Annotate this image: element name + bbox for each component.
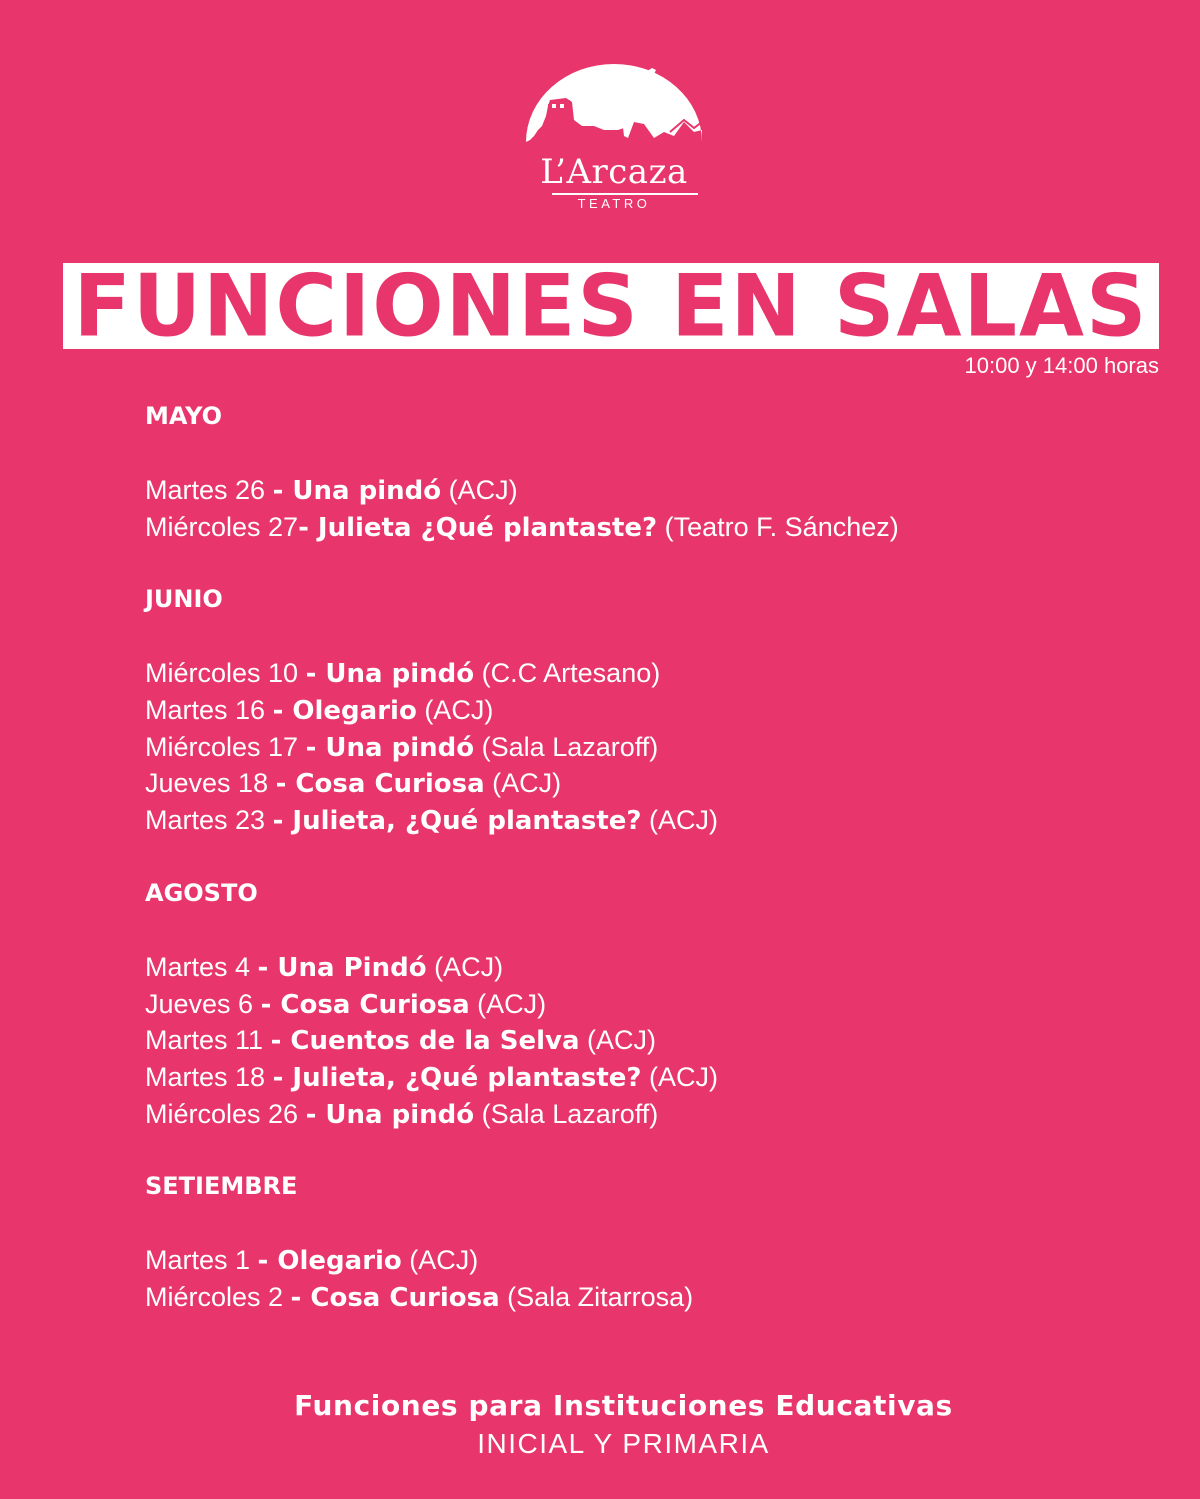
entry-venue: (ACJ) [441, 475, 518, 505]
entry-venue: (ACJ) [579, 1025, 657, 1056]
entry-day: Martes 4 [145, 951, 258, 982]
entry-show: - Cosa Curiosa [275, 769, 485, 800]
entry-show: - Olegario [257, 1246, 402, 1277]
entry-venue: (C.C Artesano) [474, 658, 661, 689]
entry-venue: (ACJ) [426, 951, 504, 982]
schedule-entry [145, 802, 1145, 839]
entry-venue: (Sala Lazaroff) [474, 731, 659, 762]
entry-day: Jueves 18 [145, 768, 276, 799]
schedule-entry [145, 1022, 1145, 1059]
entry-show: - Olegario [272, 696, 417, 727]
schedule-entry [145, 986, 1145, 1023]
month-heading-mayo: MAYO [145, 402, 223, 430]
entry-show: - Cuentos de la Selva [270, 1026, 580, 1057]
schedule-entry [145, 1059, 1145, 1096]
entry-show: - Una Pindó [257, 952, 427, 983]
logo-subtitle: TEATRO [577, 196, 651, 211]
month-heading-setiembre: SETIEMBRE [145, 1172, 298, 1201]
schedule-entry [145, 1096, 1145, 1133]
schedule-entry [145, 655, 1145, 692]
schedule-entry [145, 692, 1145, 729]
footer-subtitle: INICIAL Y PRIMARIA [477, 1428, 770, 1459]
entry-venue: (Sala Zitarrosa) [499, 1281, 694, 1312]
entry-show: - Julieta, ¿Qué plantaste? [272, 1062, 642, 1093]
entry-venue: (ACJ) [484, 768, 562, 799]
entry-show: - Una pindó [272, 476, 442, 506]
entry-day: Jueves 6 [145, 988, 261, 1019]
entry-day: Martes 16 [145, 695, 273, 726]
entry-day: Martes 11 [145, 1025, 271, 1056]
entry-venue: (ACJ) [401, 1245, 479, 1276]
entry-show: - Una pindó [305, 732, 475, 763]
title-banner [63, 256, 1159, 356]
entry-show: - Una pindó [305, 1099, 475, 1130]
schedule-hours: 10:00 y 14:00 horas [964, 353, 1159, 378]
month-heading-agosto: AGOSTO [145, 878, 258, 907]
month-heading-junio: JUNIO [145, 585, 223, 614]
schedule-entry [145, 1279, 1145, 1316]
logo [524, 62, 704, 222]
entry-venue: (ACJ) [416, 695, 494, 726]
entry-day: Miércoles 17 [145, 731, 306, 762]
entry-venue: (ACJ) [469, 988, 547, 1019]
entry-day: Miércoles 26 [145, 1098, 306, 1129]
entry-show: - Julieta ¿Qué plantaste? [298, 512, 658, 543]
schedule-entry [145, 765, 1145, 802]
entry-day: Miércoles 27 [145, 511, 299, 542]
entry-day: Miércoles 10 [145, 658, 306, 689]
entry-day: Martes 23 [145, 805, 273, 836]
entry-day: Martes 1 [145, 1245, 258, 1276]
footer-title: Funciones para Instituciones Educativas [294, 1389, 953, 1422]
schedule-list [145, 398, 1145, 1316]
entry-day: Miércoles 2 [145, 1281, 291, 1312]
entry-day: Martes 18 [145, 1061, 273, 1092]
schedule-entry [145, 472, 1145, 509]
entry-show: - Cosa Curiosa [290, 1282, 500, 1313]
logo-name: L’Arcaza [540, 152, 688, 192]
entry-venue: (ACJ) [641, 1061, 719, 1092]
entry-show: - Cosa Curiosa [260, 989, 470, 1020]
entry-day: Martes 26 [145, 475, 273, 505]
entry-venue: (Sala Lazaroff) [474, 1098, 659, 1129]
logo-divider [552, 193, 698, 195]
page-title: FUNCIONES EN SALAS [73, 256, 1149, 356]
schedule-entry [145, 509, 1145, 546]
entry-venue: (Teatro F. Sánchez) [657, 511, 899, 542]
schedule-entry [145, 949, 1145, 986]
entry-show: - Julieta, ¿Qué plantaste? [272, 806, 642, 837]
schedule-entry [145, 729, 1145, 766]
ark-giraffe-logo-icon [524, 62, 704, 152]
schedule-entry [145, 1242, 1145, 1279]
entry-venue: (ACJ) [641, 805, 719, 836]
entry-show: - Una pindó [305, 659, 475, 690]
